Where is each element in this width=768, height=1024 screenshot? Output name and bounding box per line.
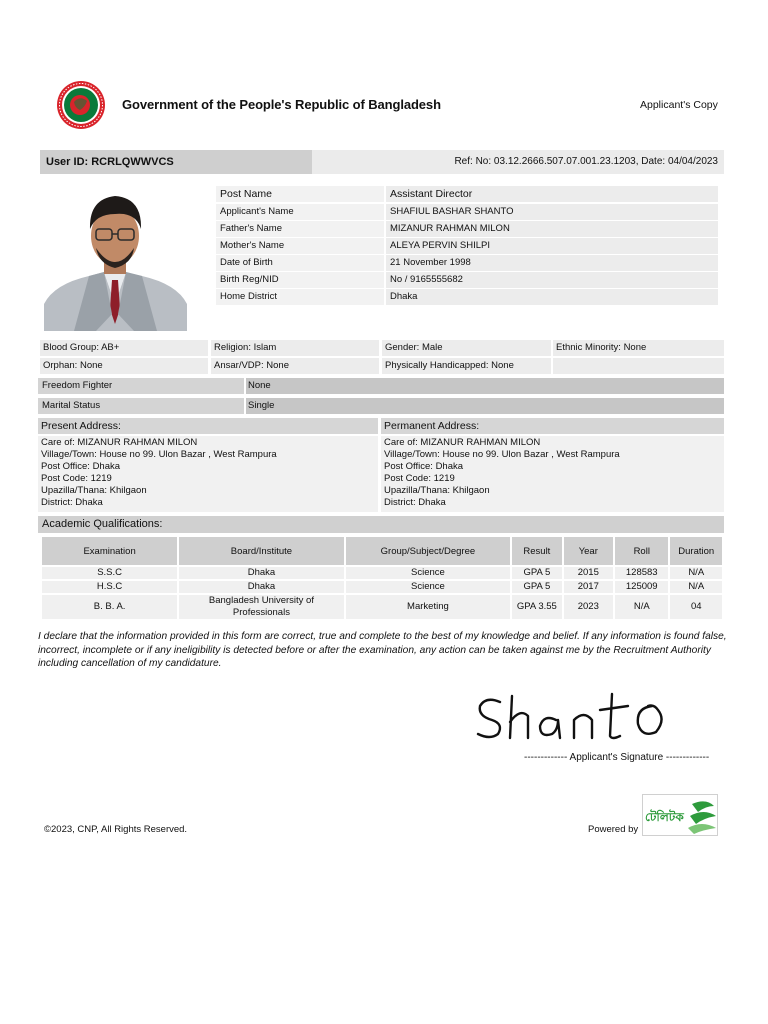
ethnic-minority: Ethnic Minority: None bbox=[553, 340, 724, 356]
powered-by-label: Powered by bbox=[588, 824, 639, 835]
table-cell: H.S.C bbox=[42, 581, 177, 593]
table-cell: GPA 5 bbox=[512, 567, 561, 579]
reference-number: Ref: No: 03.12.2666.507.07.001.23.1203, Date: 04/04/2023 bbox=[454, 156, 718, 167]
info-row bbox=[216, 289, 718, 305]
teletalk-logo bbox=[642, 794, 718, 836]
marital-status-label: Marital Status bbox=[38, 398, 244, 414]
academic-table bbox=[40, 535, 724, 621]
freedom-fighter-value: None bbox=[246, 378, 724, 394]
info-label: Birth Reg/NID bbox=[216, 272, 384, 288]
address-line: Village/Town: House no 99. Ulon Bazar , West Rampura bbox=[41, 449, 277, 460]
applicant-photo bbox=[44, 184, 187, 331]
info-row bbox=[216, 186, 718, 202]
info-label: Post Name bbox=[216, 186, 384, 202]
table-row bbox=[42, 567, 722, 579]
address-line: District: Dhaka bbox=[41, 497, 103, 508]
table-cell: Marketing bbox=[346, 595, 510, 619]
table-cell: 2015 bbox=[564, 567, 613, 579]
address-line: Care of: MIZANUR RAHMAN MILON bbox=[384, 437, 541, 448]
blood-group: Blood Group: AB+ bbox=[40, 340, 208, 356]
address-line: District: Dhaka bbox=[384, 497, 446, 508]
page-title: Government of the People's Republic of Bangladesh bbox=[122, 97, 441, 112]
info-label: Home District bbox=[216, 289, 384, 305]
table-cell: N/A bbox=[670, 567, 722, 579]
info-label: Date of Birth bbox=[216, 255, 384, 271]
info-value: Assistant Director bbox=[386, 186, 718, 202]
table-cell: N/A bbox=[615, 595, 668, 619]
government-seal-icon bbox=[56, 80, 106, 130]
table-cell: N/A bbox=[670, 581, 722, 593]
info-label: Father's Name bbox=[216, 221, 384, 237]
info-row bbox=[216, 238, 718, 254]
table-cell: 2017 bbox=[564, 581, 613, 593]
table-cell: GPA 5 bbox=[512, 581, 561, 593]
address-line: Post Office: Dhaka bbox=[41, 461, 121, 472]
table-row bbox=[42, 595, 722, 619]
info-value: SHAFIUL BASHAR SHANTO bbox=[386, 204, 718, 220]
religion: Religion: Islam bbox=[211, 340, 379, 356]
table-cell: Science bbox=[346, 581, 510, 593]
table-cell: 2023 bbox=[564, 595, 613, 619]
academic-title: Academic Qualifications: bbox=[38, 516, 724, 533]
freedom-fighter-label: Freedom Fighter bbox=[38, 378, 244, 394]
column-header: Roll bbox=[615, 537, 668, 565]
info-row bbox=[216, 255, 718, 271]
info-label: Mother's Name bbox=[216, 238, 384, 254]
info-value: Dhaka bbox=[386, 289, 718, 305]
table-cell: GPA 3.55 bbox=[512, 595, 561, 619]
table-cell: 04 bbox=[670, 595, 722, 619]
copy-label: Applicant's Copy bbox=[640, 99, 718, 111]
column-header: Examination bbox=[42, 537, 177, 565]
gender: Gender: Male bbox=[382, 340, 551, 356]
address-line: Post Office: Dhaka bbox=[384, 461, 464, 472]
info-label: Applicant's Name bbox=[216, 204, 384, 220]
info-value: MIZANUR RAHMAN MILON bbox=[386, 221, 718, 237]
ansar-vdp: Ansar/VDP: None bbox=[211, 358, 379, 374]
empty-cell bbox=[553, 358, 724, 374]
address-line: Post Code: 1219 bbox=[384, 473, 455, 484]
address-line: Upazilla/Thana: Khilgaon bbox=[384, 485, 490, 496]
svg-text:টেলিটক: টেলিটক bbox=[645, 810, 684, 824]
address-line: Post Code: 1219 bbox=[41, 473, 112, 484]
table-cell: 125009 bbox=[615, 581, 668, 593]
table-row bbox=[42, 581, 722, 593]
address-line: Upazilla/Thana: Khilgaon bbox=[41, 485, 147, 496]
address-line: Care of: MIZANUR RAHMAN MILON bbox=[41, 437, 198, 448]
address-line: Village/Town: House no 99. Ulon Bazar , West Rampura bbox=[384, 449, 620, 460]
info-value: ALEYA PERVIN SHILPI bbox=[386, 238, 718, 254]
signature-label: ------------- Applicant's Signature ------------- bbox=[524, 752, 710, 763]
marital-status-value: Single bbox=[246, 398, 724, 414]
column-header: Year bbox=[564, 537, 613, 565]
column-header: Result bbox=[512, 537, 561, 565]
info-row bbox=[216, 204, 718, 220]
applicant-signature bbox=[472, 676, 702, 746]
user-id: User ID: RCRLQWWVCS bbox=[40, 150, 312, 174]
table-header-row bbox=[42, 537, 722, 565]
permanent-address bbox=[381, 436, 724, 512]
present-address-title: Present Address: bbox=[38, 418, 378, 434]
table-cell: S.S.C bbox=[42, 567, 177, 579]
column-header: Group/Subject/Degree bbox=[346, 537, 510, 565]
info-value: No / 9165555682 bbox=[386, 272, 718, 288]
column-header: Board/Institute bbox=[179, 537, 343, 565]
table-cell: Dhaka bbox=[179, 567, 343, 579]
permanent-address-title: Permanent Address: bbox=[381, 418, 724, 434]
table-cell: Bangladesh University of Professionals bbox=[179, 595, 343, 619]
present-address bbox=[38, 436, 378, 512]
table-cell: B. B. A. bbox=[42, 595, 177, 619]
physically-handicapped: Physically Handicapped: None bbox=[382, 358, 551, 374]
info-value: 21 November 1998 bbox=[386, 255, 718, 271]
column-header: Duration bbox=[670, 537, 722, 565]
table-cell: 128583 bbox=[615, 567, 668, 579]
orphan: Orphan: None bbox=[40, 358, 208, 374]
table-cell: Dhaka bbox=[179, 581, 343, 593]
info-row bbox=[216, 272, 718, 288]
table-cell: Science bbox=[346, 567, 510, 579]
copyright: ©2023, CNP, All Rights Reserved. bbox=[44, 824, 188, 835]
declaration-text: I declare that the information provided in this form are correct, true and complete to the best of my knowledge and belief. If any information is found false, incorrect, incomplete or if any ineligibility is detected before or after the examination, any action can be taken against me by the Recruitment Authority including cancellation of my candidature. bbox=[38, 631, 727, 669]
info-row bbox=[216, 221, 718, 237]
